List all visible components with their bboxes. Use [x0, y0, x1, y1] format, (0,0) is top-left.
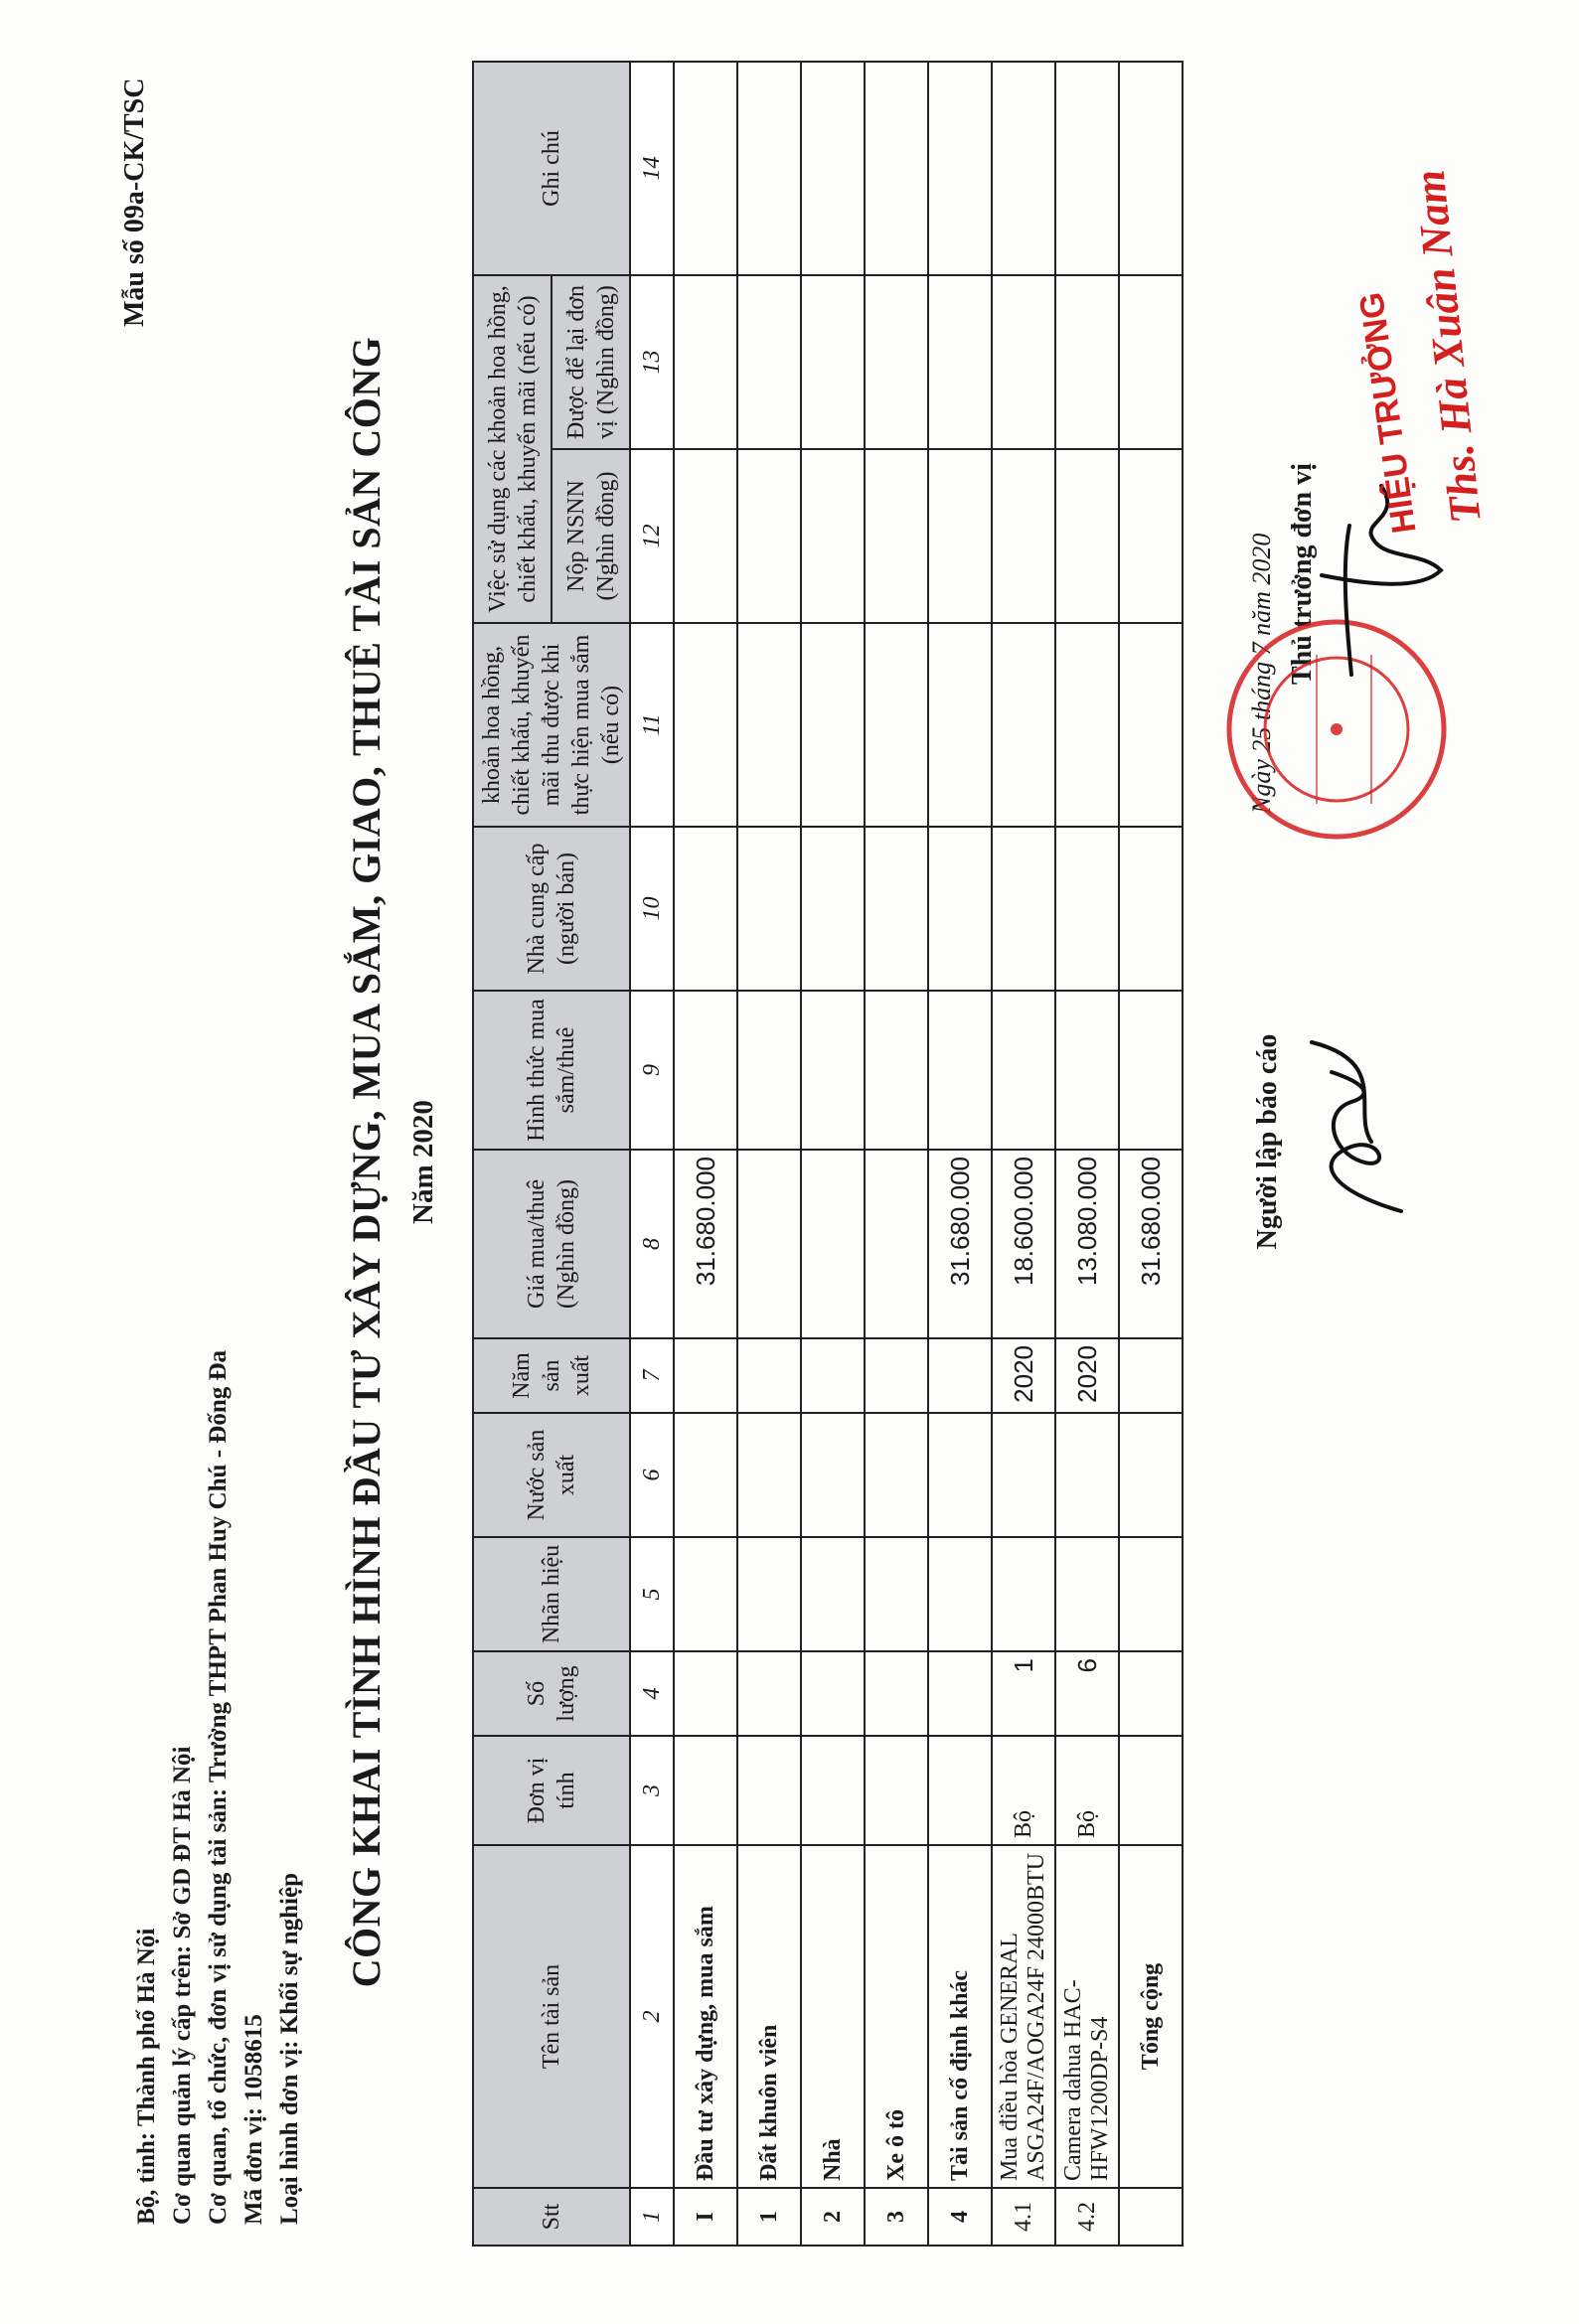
- row-brand: [1055, 1537, 1119, 1651]
- col-number: 7: [630, 1338, 674, 1413]
- row-qty: [674, 1651, 737, 1736]
- col-number: 1: [630, 2188, 674, 2246]
- row-stt: I: [674, 2188, 737, 2246]
- principal-name: Ths. Hà Xuân Nam: [1404, 167, 1491, 526]
- total-unit: [1119, 1736, 1183, 1845]
- row-brand: [801, 1537, 865, 1651]
- row-kept: [737, 275, 801, 449]
- row-brand: [992, 1537, 1055, 1651]
- row-year: [737, 1338, 801, 1413]
- row-kept: [928, 275, 992, 449]
- total-method: [1119, 991, 1183, 1150]
- col-number: 10: [630, 827, 674, 991]
- document-title: CÔNG KHAI TÌNH HÌNH ĐẦU TƯ XÂY DỰNG, MUA SẮM, GIAO, THUÊ TÀI SẢN CÔNG: [344, 336, 389, 1988]
- row-name: Nhà: [801, 1845, 865, 2188]
- row-price: [737, 1150, 801, 1338]
- table-row: [1055, 62, 1119, 2246]
- row-unit: [674, 1736, 737, 1845]
- row-year: [674, 1338, 737, 1413]
- col-header-unit: Đơn vị tính: [473, 1736, 630, 1845]
- row-name: Tài sản cố định khác: [928, 1845, 992, 2188]
- unit-type-line: Loại hình đơn vị: Khối sự nghiệp: [276, 1873, 303, 2225]
- row-unit: [737, 1736, 801, 1845]
- col-header-year: Năm sản xuất: [473, 1338, 630, 1413]
- col-number: 4: [630, 1651, 674, 1736]
- row-stt: 3: [865, 2188, 928, 2246]
- row-stt: 4.2: [1055, 2188, 1119, 2246]
- row-method: [992, 991, 1055, 1150]
- col-header-usage-kept: Được để lại đơn vị (Nghìn đồng): [552, 275, 630, 449]
- row-name: Đầu tư xây dựng, mua sắm: [674, 1845, 737, 2188]
- row-kept: [992, 275, 1055, 449]
- row-nsnn: [865, 449, 928, 623]
- row-method: [865, 991, 928, 1150]
- row-note: [674, 62, 737, 275]
- total-commission: [1119, 623, 1183, 827]
- row-note: [928, 62, 992, 275]
- total-label: Tổng cộng: [1119, 1845, 1183, 2188]
- row-year: [865, 1338, 928, 1413]
- col-number: 5: [630, 1537, 674, 1651]
- col-number: 11: [630, 623, 674, 827]
- row-note: [1055, 62, 1119, 275]
- row-brand: [674, 1537, 737, 1651]
- row-note: [737, 62, 801, 275]
- row-method: [801, 991, 865, 1150]
- row-kept: [674, 275, 737, 449]
- row-qty: 1: [992, 1651, 1055, 1736]
- row-method: [928, 991, 992, 1150]
- row-brand: [737, 1537, 801, 1651]
- row-year: 2020: [1055, 1338, 1119, 1413]
- row-country: [865, 1413, 928, 1537]
- col-header-brand: Nhãn hiệu: [473, 1537, 630, 1651]
- row-country: [928, 1413, 992, 1537]
- row-nsnn: [801, 449, 865, 623]
- row-year: [928, 1338, 992, 1413]
- date-line: Ngày 25 tháng 7 năm 2020: [1247, 533, 1276, 814]
- row-supplier: [801, 827, 865, 991]
- form-code: Mẫu số 09a-CK/TSC: [119, 77, 150, 327]
- row-commission: [674, 623, 737, 827]
- total-kept: [1119, 275, 1183, 449]
- row-year: [801, 1338, 865, 1413]
- row-name: Mua điều hòa GENERAL ASGA24F/AOGA24F 24000BTU: [992, 1845, 1055, 2188]
- reporter-label: Người lập báo cáo: [1252, 1033, 1283, 1250]
- row-note: [801, 62, 865, 275]
- row-price: 31.680.000: [674, 1150, 737, 1338]
- total-country: [1119, 1413, 1183, 1537]
- row-stt: 4.1: [992, 2188, 1055, 2246]
- row-supplier: [992, 827, 1055, 991]
- col-header-commission: khoản hoa hồng, chiết khấu, khuyến mãi thu được khi thực hiện mua sắm (nếu có): [473, 623, 630, 827]
- row-commission: [928, 623, 992, 827]
- row-price: [801, 1150, 865, 1338]
- row-commission: [737, 623, 801, 827]
- row-supplier: [865, 827, 928, 991]
- header-block: [129, 1350, 308, 2225]
- total-stt: [1119, 2188, 1183, 2246]
- total-price: 31.680.000: [1119, 1150, 1183, 1338]
- row-stt: 2: [801, 2188, 865, 2246]
- row-price: 18.600.000: [992, 1150, 1055, 1338]
- row-price: 31.680.000: [928, 1150, 992, 1338]
- col-header-country: Nước sản xuất: [473, 1413, 630, 1537]
- table-row: [992, 62, 1055, 2246]
- col-header-note: Ghi chú: [473, 62, 630, 275]
- row-qty: [801, 1651, 865, 1736]
- row-price: [865, 1150, 928, 1338]
- table-row: [865, 62, 928, 2246]
- row-kept: [1055, 275, 1119, 449]
- total-note: [1119, 62, 1183, 275]
- row-unit: [928, 1736, 992, 1845]
- row-name: Camera dahua HAC-HFW1200DP-S4: [1055, 1845, 1119, 2188]
- row-brand: [928, 1537, 992, 1651]
- col-header-name: Tên tài sản: [473, 1845, 630, 2188]
- row-method: [1055, 991, 1119, 1150]
- col-number: 12: [630, 449, 674, 623]
- row-supplier: [737, 827, 801, 991]
- column-number-row: [630, 62, 674, 2246]
- col-header-method: Hình thức mua sắm/thuê: [473, 991, 630, 1150]
- row-nsnn: [737, 449, 801, 623]
- unit-head-label: Thủ trưởng đơn vị: [1287, 463, 1318, 685]
- reporter-signature: [1292, 1032, 1431, 1231]
- row-unit: [865, 1736, 928, 1845]
- total-year: [1119, 1338, 1183, 1413]
- row-kept: [801, 275, 865, 449]
- row-stt: 1: [737, 2188, 801, 2246]
- table-row: [737, 62, 801, 2246]
- col-header-usage-nsnn: Nộp NSNN (Nghìn đồng): [552, 449, 630, 623]
- row-country: [1055, 1413, 1119, 1537]
- row-note: [992, 62, 1055, 275]
- row-commission: [865, 623, 928, 827]
- row-nsnn: [674, 449, 737, 623]
- row-price: 13.080.000: [1055, 1150, 1119, 1338]
- total-nsnn: [1119, 449, 1183, 623]
- total-row: [1119, 62, 1183, 2246]
- row-commission: [1055, 623, 1119, 827]
- row-commission: [992, 623, 1055, 827]
- col-number: 6: [630, 1413, 674, 1537]
- row-unit: Bộ: [992, 1736, 1055, 1845]
- row-qty: [737, 1651, 801, 1736]
- col-number: 2: [630, 1845, 674, 2188]
- row-unit: [801, 1736, 865, 1845]
- row-commission: [801, 623, 865, 827]
- row-method: [674, 991, 737, 1150]
- col-number: 13: [630, 275, 674, 449]
- total-qty: [1119, 1651, 1183, 1736]
- row-year: 2020: [992, 1338, 1055, 1413]
- asset-table: [472, 61, 1184, 2247]
- col-header-stt: Stt: [473, 2188, 630, 2246]
- row-country: [737, 1413, 801, 1537]
- row-nsnn: [928, 449, 992, 623]
- row-kept: [865, 275, 928, 449]
- agency-line: Cơ quan quản lý cấp trên: Sở GD ĐT Hà Nội: [169, 1746, 196, 2225]
- col-number: 9: [630, 991, 674, 1150]
- col-number: 8: [630, 1150, 674, 1338]
- unit-line: Cơ quan, tổ chức, đơn vị sử dụng tài sản: Trường THPT Phan Huy Chú - Đống Đa: [205, 1349, 232, 2225]
- total-brand: [1119, 1537, 1183, 1651]
- col-header-qty: Số lượng: [473, 1651, 630, 1736]
- row-note: [865, 62, 928, 275]
- total-supplier: [1119, 827, 1183, 991]
- row-supplier: [674, 827, 737, 991]
- row-stt: 4: [928, 2188, 992, 2246]
- row-country: [992, 1413, 1055, 1537]
- header-row: [473, 62, 552, 2246]
- row-nsnn: [1055, 449, 1119, 623]
- col-number: 3: [630, 1736, 674, 1845]
- principal-title: HIỆU TRƯỞNG: [1352, 289, 1424, 536]
- col-header-usage: Việc sử dụng các khoản hoa hồng, chiết khấu, khuyến mãi (nếu có): [473, 275, 552, 623]
- row-brand: [865, 1537, 928, 1651]
- row-unit: Bộ: [1055, 1736, 1119, 1845]
- row-qty: [928, 1651, 992, 1736]
- row-nsnn: [992, 449, 1055, 623]
- col-header-price: Giá mua/thuê (Nghìn đồng): [473, 1150, 630, 1338]
- row-supplier: [928, 827, 992, 991]
- row-qty: 6: [1055, 1651, 1119, 1736]
- row-name: Đất khuôn viên: [737, 1845, 801, 2188]
- unit-code-line: Mã đơn vị: 1058615: [240, 2014, 267, 2225]
- col-number: 14: [630, 62, 674, 275]
- row-supplier: [1055, 827, 1119, 991]
- ministry-line: Bộ, tỉnh: Thành phố Hà Nội: [133, 1928, 160, 2225]
- document-year: Năm 2020: [407, 1100, 439, 1224]
- row-country: [801, 1413, 865, 1537]
- table-row: [928, 62, 992, 2246]
- col-header-supplier: Nhà cung cấp (người bán): [473, 827, 630, 991]
- row-country: [674, 1413, 737, 1537]
- table-row: [801, 62, 865, 2246]
- table-row: [674, 62, 737, 2246]
- row-name: Xe ô tô: [865, 1845, 928, 2188]
- row-qty: [865, 1651, 928, 1736]
- row-method: [737, 991, 801, 1150]
